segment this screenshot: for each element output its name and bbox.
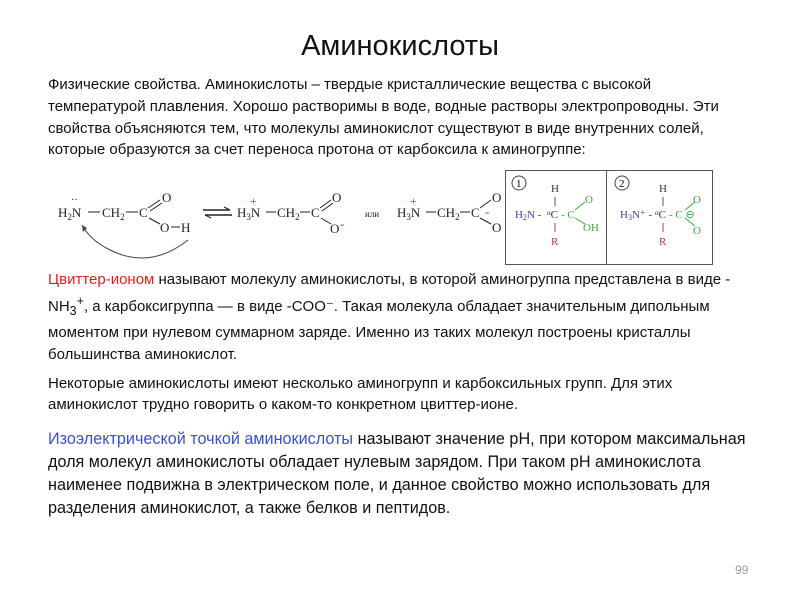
svg-text:-: - [485,204,490,219]
text: , а карбоксигруппа — в виде -COO⁻. Такая молекула обладает значительным дипольным моментом при нулевом суммарном заряде. Именно из таких молекул построены кристаллы большинства аминокислот. [48,297,710,363]
paragraph-physical-properties: Физические свойства. Аминокислоты – твердые кристаллические вещества с высокой температурой плавления. Хорошо растворимы в воде, водные растворы электропроводны. Эти свойства объясняются тем, что молекулы аминокислот существуют в виде внутренних солей, которые образуются за счет переноса протона от карбоксила к аминогруппе: [48,76,719,159]
svg-text:H: H [551,183,559,195]
paragraph-multiple-groups: Некоторые аминокислоты имеют несколько аминогрупп и карбоксильных групп. Для этих аминокислот трудно говорить о каком-то конкретном цвиттер-ионе. [48,375,673,413]
svg-text:R: R [659,236,667,248]
svg-text:CH2: $CH_2$ [277,205,300,222]
svg-text:H2N: $H_2N$ [58,205,82,222]
svg-text:C: C [139,205,148,220]
svg-text:O: O [330,221,340,236]
svg-text:H3N: $H_3N$ [237,205,261,222]
svg-text:O: O [160,220,170,235]
svg-text:CH2: $CH_2$ [102,205,125,222]
svg-text:H3N⁺ -: H3N⁺ - [620,209,653,222]
svg-text:C: C [471,205,480,220]
svg-text:··: ·· [71,195,78,206]
paragraph-zwitterion [48,269,748,365]
svg-text:αC: $^\alpha$C [547,209,559,221]
svg-text:OH: OH [583,222,599,234]
svg-text:H3N: $H_3N$ [397,205,421,222]
reaction-scheme [40,180,500,270]
svg-text:O: O [492,220,502,235]
svg-text:αC: $^\alpha$C [655,209,667,221]
svg-text:O: O [162,190,172,205]
paragraph-isoelectric-point [48,428,748,520]
or-label: или [365,209,380,219]
svg-text:H2N -: H2N - [515,209,542,222]
svg-text:O: O [332,190,342,205]
svg-text:O: O [492,190,502,205]
slide-title: Аминокислоты [301,30,499,62]
svg-text:O: O [585,194,593,206]
svg-text:C: C [311,205,320,220]
superscript: + [76,293,84,308]
box1-number: 1 [516,178,522,190]
svg-text:-: - [340,216,345,231]
structure-boxes [505,170,717,266]
term-isoelectric-point: Изоэлектрической точкой аминокислоты [48,430,354,448]
subscript: 3 [69,303,77,318]
svg-text:H: H [659,183,667,195]
svg-text:+: + [250,194,257,208]
text: называют значение рН, при котором максимальная доля молекул аминокислоты обладает нулевым зарядом. При таком рН аминокислота наименее подвижна в электрическом поле, и данное свойство можно использовать для разделения аминокислот, а также белков и пептидов. [48,430,746,517]
page-number: 99 [735,563,749,577]
box2-number: 2 [619,178,625,190]
term-zwitterion: Цвиттер-ионом [48,271,155,288]
svg-text:+: + [410,194,417,208]
svg-text:CH2: $CH_2$ [437,205,460,222]
svg-text:- C ⊖: - C ⊖ [669,209,695,221]
svg-text:R: R [551,236,559,248]
text: называют молекулу аминокислоты, в которой аминогруппа представлена в виде -NH [48,271,731,315]
svg-text:O: O [693,225,701,237]
svg-text:O: O [693,194,701,206]
svg-text:- C: - C [561,209,575,221]
svg-text:H: H [181,220,191,235]
